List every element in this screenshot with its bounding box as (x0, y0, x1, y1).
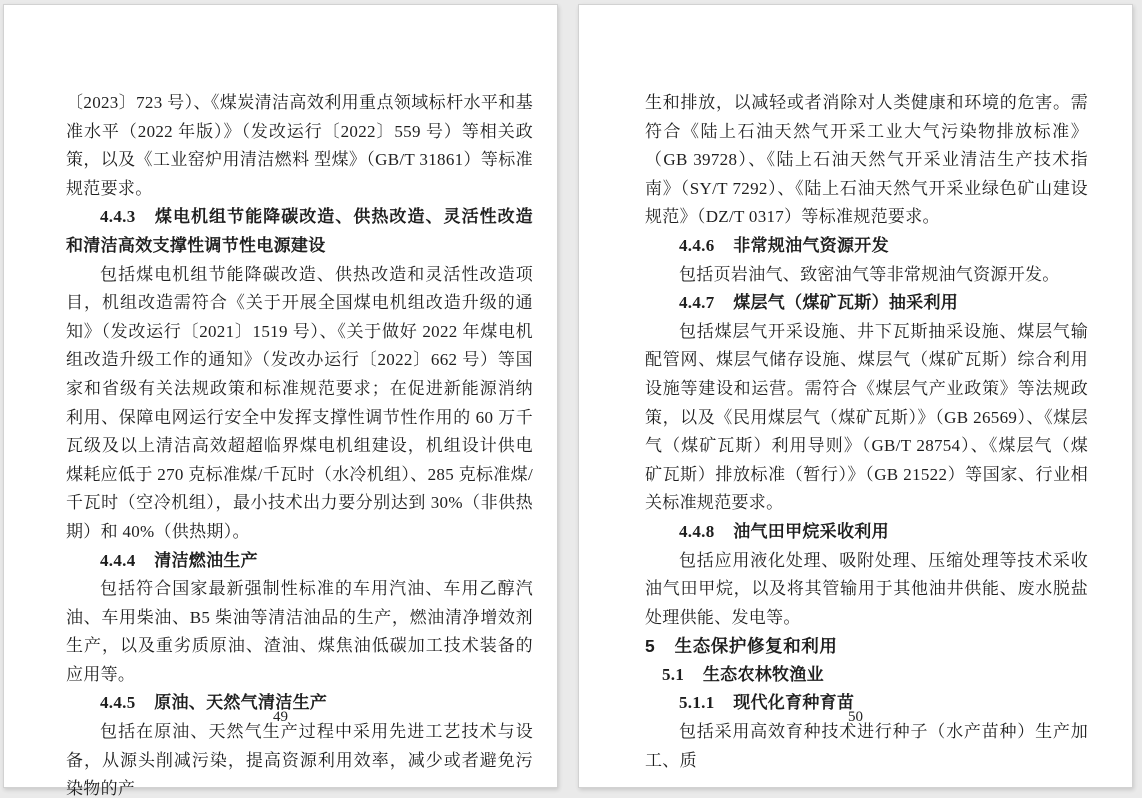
page-49-content (66, 89, 533, 798)
page-49 (3, 4, 558, 798)
heading-number: 5.1.1 (679, 693, 715, 713)
heading-title: 原油、天然气清洁生产 (154, 693, 328, 713)
heading-number: 4.4.6 (679, 235, 715, 255)
heading-number: 4.4.7 (679, 293, 715, 313)
chapter-heading-5 (645, 632, 1088, 661)
heading-number: 4.4.4 (100, 550, 136, 570)
section-heading-4-4-4 (66, 547, 533, 576)
heading-title: 煤层气（煤矿瓦斯）抽采利用 (733, 293, 959, 313)
section-heading-4-4-7 (645, 289, 1088, 318)
heading-title: 清洁燃油生产 (154, 550, 258, 570)
paragraph: 包括煤层气开采设施、井下瓦斯抽采设施、煤层气输配管网、煤层气储存设施、煤层气（煤矿瓦斯）综合利用设施等建设和运营。需符合《煤层气产业政策》等法规政策，以及《民用煤层气（煤矿瓦斯）》（GB 26569）、《煤层气（煤矿瓦斯）利用导则》（GB/T 28754）、《煤层气（煤矿瓦斯）排放标准（暂行）》（GB 21522）等国家、行业相关标准规范要求。 (645, 321, 1088, 513)
paragraph: 包括符合国家最新强制性标准的车用汽油、车用乙醇汽油、车用柴油、B5 柴油等清洁油品的生产，燃油清净增效剂生产，以及重劣质原油、渣油、煤焦油低碳加工技术装备的应用等。 (66, 579, 533, 684)
page-number: 49 (273, 709, 288, 725)
heading-title: 现代化育种育苗 (733, 693, 855, 713)
paragraph-continuation: 生和排放，以减轻或者消除对人类健康和环境的危害。需符合《陆上石油天然气开采工业大气污染物排放标准》（GB 39728）、《陆上石油天然气开采业清洁生产技术指南》（SY/T 7292）、《陆上石油天然气开采业绿色矿山建设规范》（DZ/T 0317）等标准规范要求。 (645, 93, 1088, 227)
section-heading-4-4-3 (66, 203, 533, 260)
paragraph: 包括页岩油气、致密油气等非常规油气资源开发。 (679, 264, 1060, 284)
heading-number: 4.4.5 (100, 693, 136, 713)
heading-title: 生态农林牧渔业 (702, 664, 824, 684)
paragraph: 包括煤电机组节能降碳改造、供热改造和灵活性改造项目，机组改造需符合《关于开展全国煤电机组改造升级的通知》（发改运行〔2021〕1519 号）、《关于做好 2022 年煤电机组改造升级工作的通知》（发改办运行〔2022〕662 号）等国家和省级有关法规政策和标准规范要求；在促进新能源消纳利用、保障电网运行安全中发挥支撑性调节性作用的 60 万千瓦级及以上清洁高效超超临界煤电机组建设，机组设计供电煤耗应低于 270 克标准煤/千瓦时（水冷机组）、285 克标准煤/千瓦时（空冷机组），最小技术出力要分别达到 30%（非供热期）和 40%（供热期）。 (66, 264, 533, 541)
section-heading-4-4-6 (645, 232, 1088, 261)
page-50 (578, 4, 1133, 788)
heading-number: 4.4.8 (679, 521, 715, 541)
section-heading-5-1 (645, 661, 1088, 690)
page-number: 50 (848, 709, 863, 725)
heading-number: 4.4.3 (100, 207, 136, 227)
heading-number: 5 (645, 636, 656, 657)
section-heading-4-4-8 (645, 518, 1088, 547)
heading-title: 油气田甲烷采收利用 (733, 521, 889, 541)
paragraph: 包括采用高效育种技术进行种子（水产苗种）生产加工、质 (645, 722, 1088, 770)
page-50-content (645, 89, 1088, 775)
paragraph: 包括应用液化处理、吸附处理、压缩处理等技术采收油气田甲烷，以及将其管输用于其他油井供能、废水脱盐处理供能、发电等。 (645, 550, 1088, 627)
heading-title: 煤电机组节能降碳改造、供热改造、灵活性改造和清洁高效支撑性调节性电源建设 (66, 207, 533, 255)
heading-number: 5.1 (662, 664, 685, 684)
heading-title: 生态保护修复和利用 (674, 636, 838, 657)
paragraph: 包括在原油、天然气生产过程中采用先进工艺技术与设备，从源头削减污染，提高资源利用效率，减少或者避免污染物的产 (66, 722, 533, 798)
heading-title: 非常规油气资源开发 (733, 235, 889, 255)
paragraph-continuation: 〔2023〕723 号）、《煤炭清洁高效利用重点领域标杆水平和基准水平（2022 年版）》（发改运行〔2022〕559 号）等相关政策，以及《工业窑炉用清洁燃料 型煤》（GB/T 31861）等标准规范要求。 (66, 93, 533, 198)
